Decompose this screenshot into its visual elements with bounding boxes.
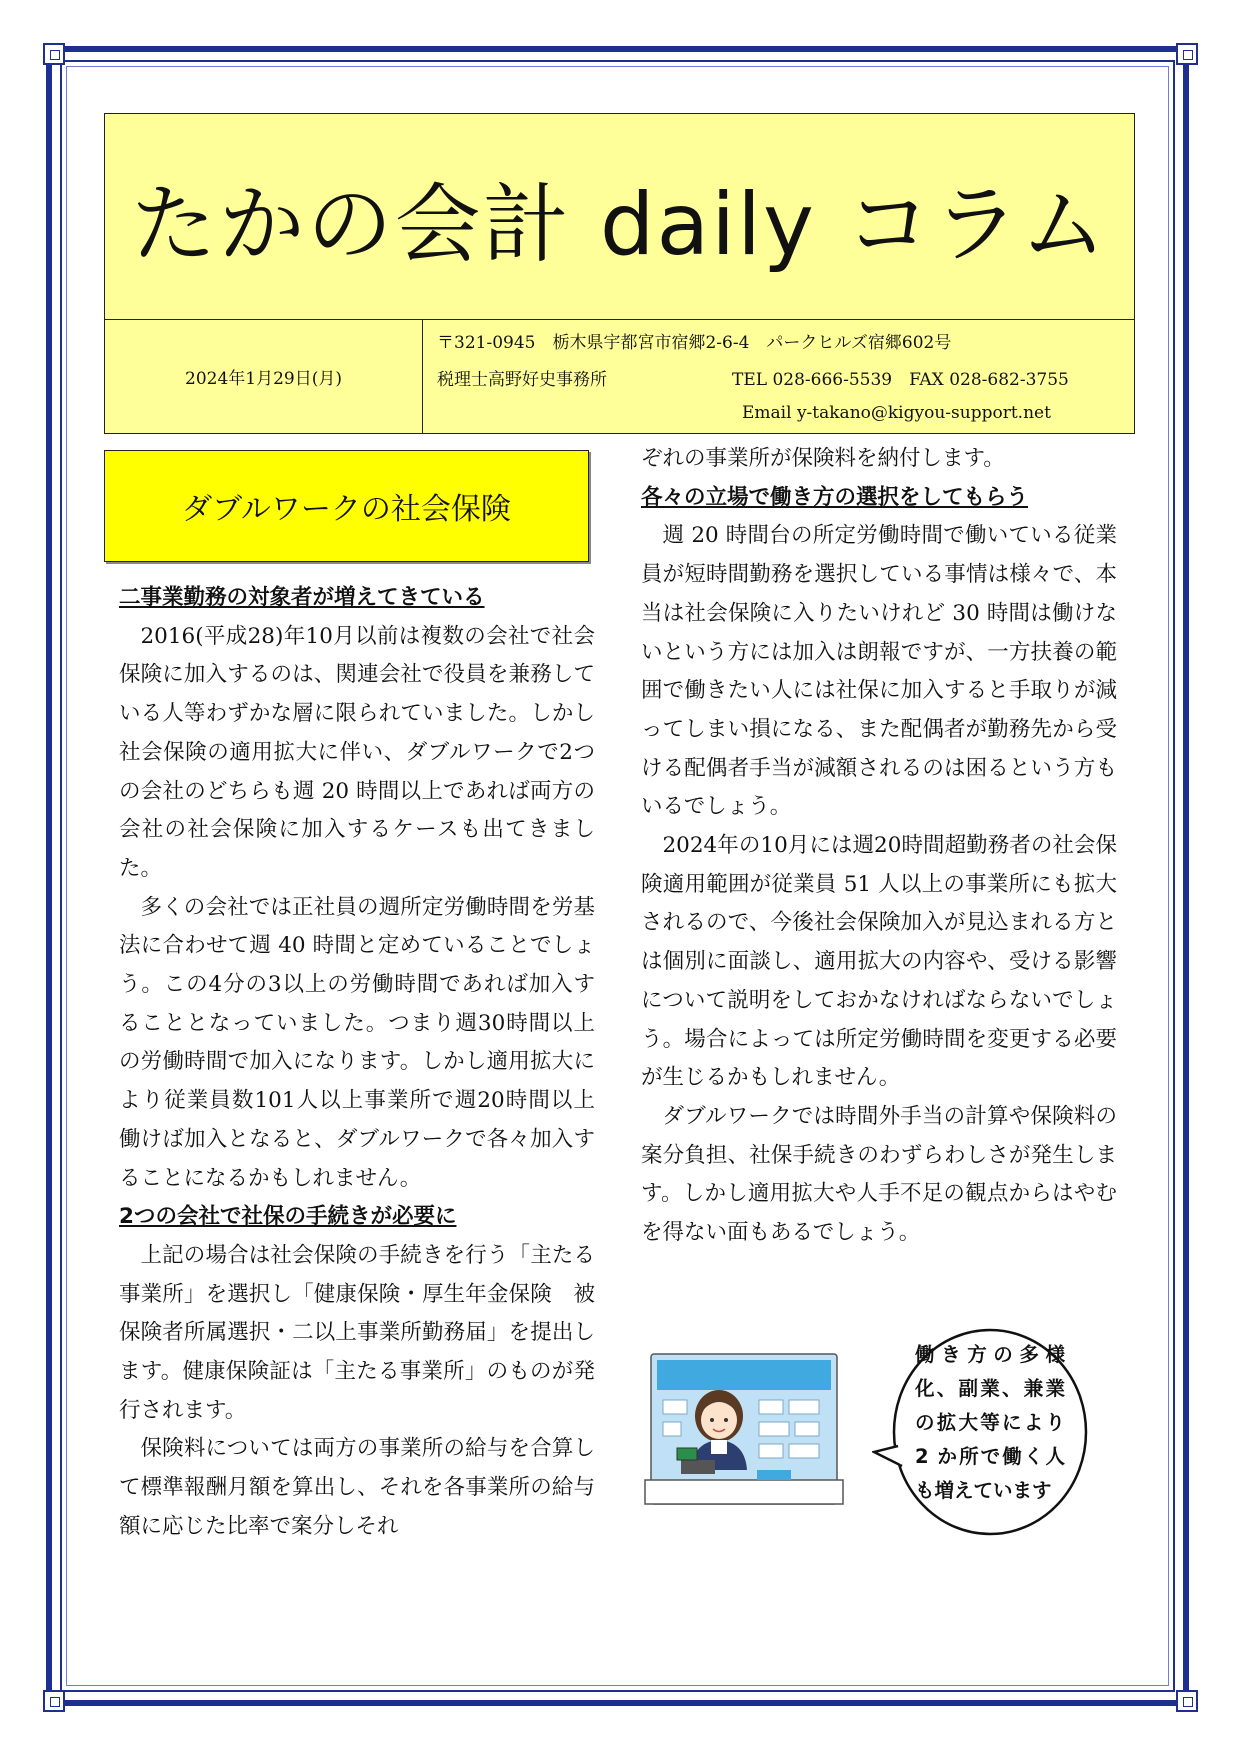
article-title: ダブルワークの社会保険: [182, 492, 511, 527]
paragraph: 2016(平成28)年10月以前は複数の会社で社会保険に加入するのは、関連会社で役員を兼務している人等わずかな層に限られていました。しかし社会保険の適用拡大に伴い、ダブルワークで2つの会社のどちらも週 20 時間以上であれば両方の会社の社会保険に加入するケースも出てきました。: [119, 623, 595, 881]
office-address: 〒321-0945 栃木県宇都宮市宿郷2-6-4 パークヒルズ宿郷602号: [437, 333, 952, 353]
article-title-box: [104, 450, 589, 562]
paragraph: ぞれの事業所が保険料を納付します。: [641, 446, 1005, 471]
office-email: Email y-takano@kigyou-support.net: [742, 403, 1051, 423]
shop-clerk-illustration: [641, 1352, 847, 1522]
office-name: 税理士高野好史事務所: [437, 370, 607, 390]
info-row: [104, 319, 1135, 434]
corner-ornament: [1176, 43, 1198, 65]
masthead-title: たかの会計 daily コラム: [130, 174, 1109, 275]
paragraph: 週 20 時間台の所定労働時間で働いている従業員が短時間勤務を選択している事情は様々で、本当は社会保険に入りたいけれど 30 時間は働けないという方には加入は朗報ですが、一方扶養の範囲で働きたい人には社保に加入すると手取りが減ってしまい損になる、また配偶者が勤務先から受ける配偶者手当が減額されるのは困るという方もいるでしょう。: [641, 523, 1117, 820]
left-column: [119, 579, 595, 1547]
paragraph: 保険料については両方の事業所の給与を合算して標準報酬月額を算出し、それを各事業所の給与額に応じた比率で案分しそれ: [119, 1436, 595, 1539]
corner-ornament: [1176, 1690, 1198, 1712]
subheading: 二事業勤務の対象者が増えてきている: [119, 585, 485, 610]
issue-date: 2024年1月29日(月): [105, 320, 423, 433]
masthead: [104, 113, 1135, 320]
office-phone-fax: TEL 028-666-5539 FAX 028-682-3755: [732, 370, 1069, 390]
corner-ornament: [43, 1690, 65, 1712]
speech-bubble-text: 働き方の多様化、副業、兼業の拡大等により 2 か所で働く人も増えています: [915, 1343, 1065, 1502]
subheading: 2つの会社で社保の手続きが必要に: [119, 1204, 457, 1230]
paragraph: 2024年の10月には週20時間超勤務者の社会保険適用範囲が従業員 51 人以上の事業所にも拡大されるので、今後社会保険加入が見込まれる方とは個別に面談し、適用拡大の内容や、受ける影響について説明をしておかなければならないでしょう。場合によっては所定労働時間を変更する必要が生じるかもしれません。: [641, 833, 1117, 1091]
right-column: [641, 440, 1117, 1253]
paragraph: ダブルワークでは時間外手当の計算や保険料の案分負担、社保手続きのわずらわしさが発生します。しかし適用拡大や人手不足の観点からはやむを得ない面もあるでしょう。: [641, 1103, 1117, 1246]
paragraph: 上記の場合は社会保険の手続きを行う「主たる事業所」を選択し「健康保険・厚生年金保険 被保険者所属選択・二以上事業所勤務届」を提出します。健康保険証は「主たる事業所」のものが発行されます。: [119, 1242, 595, 1423]
subheading: 各々の立場で働き方の選択をしてもらう: [641, 484, 1029, 510]
corner-ornament: [43, 43, 65, 65]
paragraph: 多くの会社では正社員の週所定労働時間を労基法に合わせて週 40 時間と定めていることでしょう。この4分の3以上の労働時間であれば加入することとなっていました。つまり週30時間以上の労働時間で加入になります。しかし適用拡大により従業員数101人以上事業所で週20時間以上働けば加入となると、ダブルワークで各々加入することになるかもしれません。: [119, 894, 595, 1191]
